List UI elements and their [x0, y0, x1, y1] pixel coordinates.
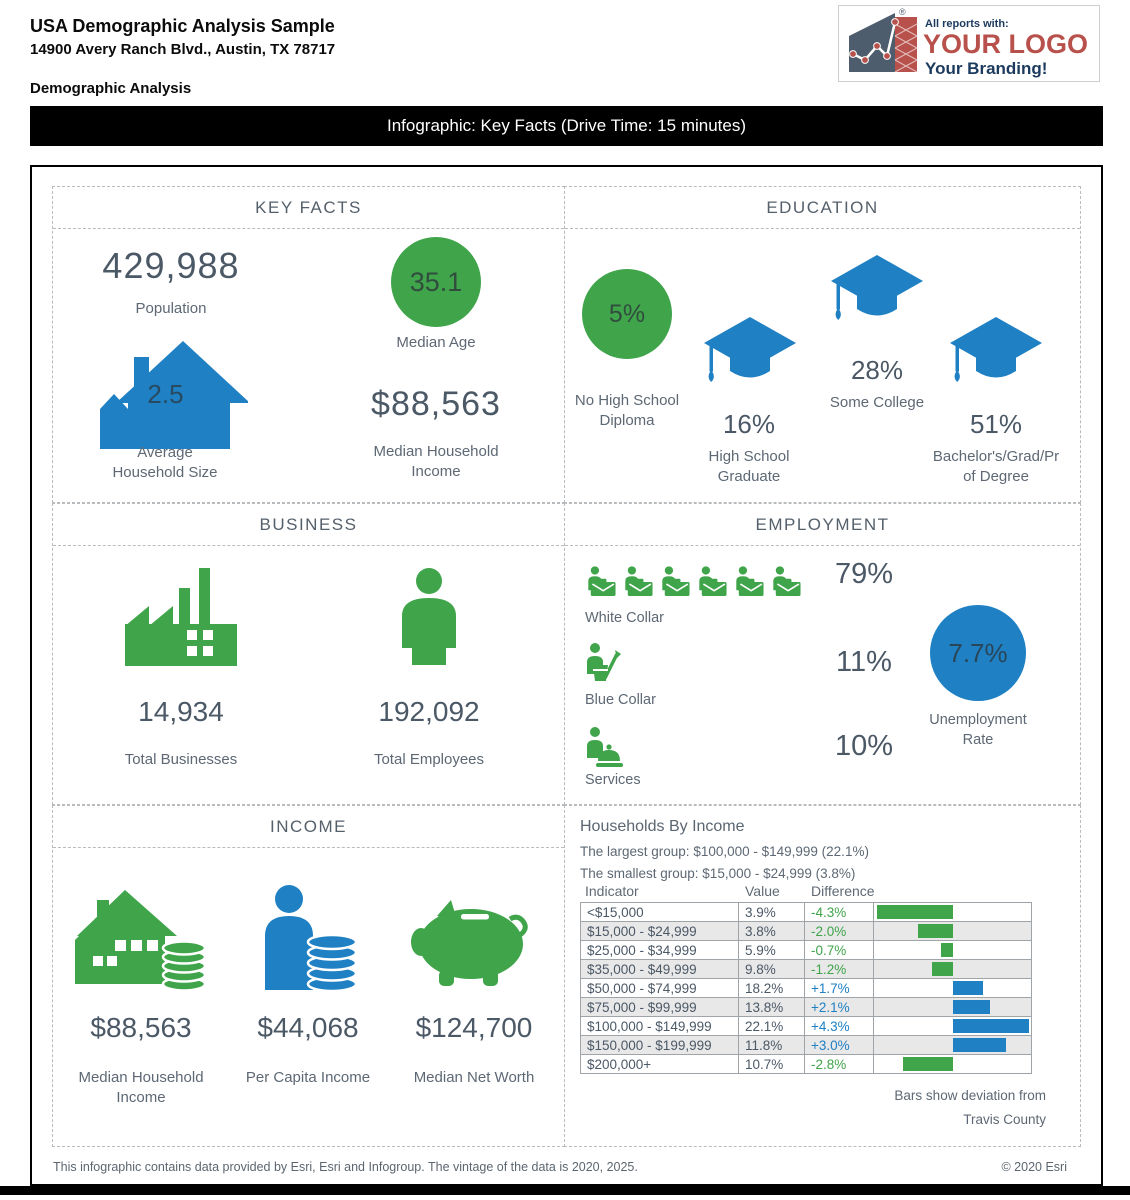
households-income-table [580, 902, 1032, 1074]
value-cell: 11.8% [739, 1036, 805, 1055]
grad-cap-icon [702, 315, 798, 397]
median-age-value: 35.1 [409, 266, 463, 297]
difference-cell: -2.0% [805, 922, 874, 941]
section-education [564, 186, 1081, 503]
income-mhi-label-line1: Median Household [78, 1069, 204, 1086]
table-row [581, 1036, 1032, 1055]
avg-household-size-value: 2.5 [147, 379, 184, 409]
piggy-bank-icon [409, 892, 537, 990]
deviation-bar [918, 924, 953, 938]
indicator-cell: $200,000+ [581, 1055, 739, 1074]
services-icon [585, 726, 625, 770]
deviation-bar-cell [874, 1036, 1032, 1055]
income-mhi-value: $88,563 [90, 1012, 192, 1043]
some-college-value: 28% [850, 355, 904, 385]
deviation-bar-cell [874, 1055, 1032, 1074]
white-collar-icon [659, 564, 692, 600]
deviation-bar-cell [874, 998, 1032, 1017]
deviation-bar [877, 905, 953, 919]
blue-collar-label: Blue Collar [585, 692, 656, 708]
largest-group-note: The largest group: $100,000 - $149,999 (22.1%) [580, 844, 869, 859]
white-collar-icon [622, 564, 655, 600]
income-mnw-value: $124,700 [415, 1012, 533, 1043]
edu0-label-line1: No High School [574, 392, 680, 409]
building-chart-logo-icon [839, 6, 1097, 80]
total-businesses-value: 14,934 [138, 696, 224, 727]
bachelors-label [896, 447, 1096, 487]
section-income [52, 805, 565, 1147]
value-cell: 3.9% [739, 903, 805, 922]
median-hh-income-label-line2: Income [411, 463, 461, 480]
value-cell: 5.9% [739, 941, 805, 960]
difference-cell: +2.1% [805, 998, 874, 1017]
education-title: EDUCATION [565, 187, 1080, 229]
col-header-indicator: Indicator [585, 883, 639, 899]
white-collar-icon [733, 564, 766, 600]
person-icon [390, 568, 468, 668]
col-header-value: Value [745, 883, 780, 899]
table-row [581, 903, 1032, 922]
footer-source: This infographic contains data provided by Esri, Esri and Infogroup. The vintage of the data is 2020, 2025. [53, 1160, 638, 1174]
deviation-bar [953, 981, 983, 995]
value-cell: 3.8% [739, 922, 805, 941]
blue-collar-icon [585, 642, 625, 686]
difference-cell: +3.0% [805, 1036, 874, 1055]
income-pci-label: Per Capita Income [245, 1069, 371, 1086]
income-mnw-label: Median Net Worth [413, 1069, 535, 1086]
population-value: 429,988 [102, 245, 240, 286]
total-employees-value: 192,092 [378, 696, 480, 727]
deviation-bar-cell [874, 960, 1032, 979]
table-row [581, 960, 1032, 979]
difference-cell: -4.3% [805, 903, 874, 922]
services-value: 10% [834, 730, 894, 762]
table-row [581, 998, 1032, 1017]
section-key-facts [52, 186, 565, 503]
report-name: Demographic Analysis [30, 80, 192, 97]
indicator-cell: $35,000 - $49,999 [581, 960, 739, 979]
median-hh-income-label [336, 442, 536, 482]
page-address: 14900 Avery Ranch Blvd., Austin, TX 78717 [30, 41, 336, 58]
no-hs-diploma-value: 5% [608, 299, 646, 328]
deviation-bar-cell [874, 1017, 1032, 1036]
hs-graduate-label [649, 447, 849, 487]
edu1-label-line2: Graduate [717, 468, 781, 485]
page-title: USA Demographic Analysis Sample [30, 16, 335, 36]
infographic-banner: Infographic: Key Facts (Drive Time: 15 minutes) [30, 106, 1103, 146]
indicator-cell: $50,000 - $74,999 [581, 979, 739, 998]
value-cell: 9.8% [739, 960, 805, 979]
table-row [581, 922, 1032, 941]
value-cell: 10.7% [739, 1055, 805, 1074]
households-title: Households By Income [580, 818, 745, 835]
deviation-bar-cell [874, 903, 1032, 922]
deviation-bar-cell [874, 922, 1032, 941]
employment-title: EMPLOYMENT [565, 504, 1080, 546]
bottom-rule [0, 1186, 1130, 1195]
bars-footnote-line1: Bars show deviation from [894, 1088, 1046, 1103]
households-income-table-body [581, 903, 1032, 1074]
person-coins-icon [259, 884, 359, 994]
income-pci-value: $44,068 [257, 1012, 359, 1043]
factory-icon [121, 564, 241, 668]
indicator-cell: $150,000 - $199,999 [581, 1036, 739, 1055]
difference-cell: -1.2% [805, 960, 874, 979]
value-cell: 22.1% [739, 1017, 805, 1036]
median-hh-income-value: $88,563 [371, 385, 501, 423]
deviation-bar [953, 1038, 1006, 1052]
income-mhi-label [53, 1068, 229, 1108]
difference-cell: -2.8% [805, 1055, 874, 1074]
total-businesses-label: Total Businesses [124, 751, 238, 768]
smallest-group-note: The smallest group: $15,000 - $24,999 (3.8%) [580, 866, 856, 881]
deviation-bar [953, 1000, 990, 1014]
blue-collar-value: 11% [836, 646, 892, 678]
indicator-cell: $75,000 - $99,999 [581, 998, 739, 1017]
business-title: BUSINESS [53, 504, 564, 546]
difference-cell: -0.7% [805, 941, 874, 960]
unemployment-circle [930, 605, 1026, 701]
section-households-by-income [564, 805, 1081, 1147]
logo-tagline-top: All reports with: [925, 18, 1009, 30]
bars-footnote-line2: Travis County [963, 1112, 1046, 1127]
grad-cap-icon [948, 315, 1044, 397]
white-collar-label: White Collar [585, 610, 664, 626]
income-mhi-label-line2: Income [116, 1089, 166, 1106]
hs-graduate-value: 16% [722, 409, 776, 439]
white-collar-icons [585, 564, 807, 602]
edu1-label-line1: High School [708, 448, 790, 465]
edu0-label-line2: Diploma [599, 412, 655, 429]
deviation-bar [941, 943, 953, 957]
avg-household-size-label-line1: Average [137, 444, 193, 461]
total-employees-label: Total Employees [373, 751, 485, 768]
table-row [581, 1017, 1032, 1036]
unemployment-label-line2: Rate [962, 732, 994, 748]
grad-cap-icon [829, 253, 925, 335]
services-label: Services [585, 772, 641, 788]
table-row [581, 1055, 1032, 1074]
col-header-difference: Difference [811, 883, 875, 899]
logo-name: YOUR LOGO [923, 29, 1089, 59]
indicator-cell: $100,000 - $149,999 [581, 1017, 739, 1036]
median-hh-income-label-line1: Median Household [373, 443, 499, 460]
income-title: INCOME [53, 806, 564, 848]
median-age-circle [391, 237, 481, 327]
white-collar-icon [696, 564, 729, 600]
deviation-bar [953, 1019, 1029, 1033]
deviation-bar [903, 1057, 953, 1071]
unemployment-label [878, 710, 1078, 750]
white-collar-value: 79% [834, 558, 894, 590]
difference-cell: +1.7% [805, 979, 874, 998]
indicator-cell: $15,000 - $24,999 [581, 922, 739, 941]
deviation-bar-cell [874, 941, 1032, 960]
edu3-label-line2: of Degree [963, 468, 1029, 485]
median-age-label: Median Age [396, 334, 476, 351]
section-employment [564, 503, 1081, 805]
unemployment-label-line1: Unemployment [929, 712, 1027, 728]
indicator-cell: $25,000 - $34,999 [581, 941, 739, 960]
difference-cell: +4.3% [805, 1017, 874, 1036]
house-coins-icon [73, 888, 208, 993]
deviation-bar-cell [874, 979, 1032, 998]
deviation-bar [932, 962, 953, 976]
no-hs-diploma-circle [582, 269, 672, 359]
white-collar-icon [770, 564, 803, 600]
white-collar-icon [585, 564, 618, 600]
population-label: Population [135, 300, 207, 317]
bachelors-value: 51% [969, 409, 1023, 439]
section-business [52, 503, 565, 805]
edu2-label-line1: Some College [829, 394, 925, 411]
table-row [581, 941, 1032, 960]
brand-logo [838, 5, 1100, 82]
avg-household-size-label-line2: Household Size [112, 464, 218, 481]
footer-copyright: © 2020 Esri [1001, 1160, 1067, 1174]
key-facts-title: KEY FACTS [53, 187, 564, 229]
avg-household-size-label [65, 443, 265, 483]
value-cell: 13.8% [739, 998, 805, 1017]
registered-mark: ® [899, 7, 906, 17]
value-cell: 18.2% [739, 979, 805, 998]
edu3-label-line1: Bachelor's/Grad/Pr [932, 448, 1060, 465]
indicator-cell: <$15,000 [581, 903, 739, 922]
unemployment-value: 7.7% [948, 637, 1008, 668]
logo-tagline-bottom: Your Branding! [925, 59, 1048, 78]
table-row [581, 979, 1032, 998]
